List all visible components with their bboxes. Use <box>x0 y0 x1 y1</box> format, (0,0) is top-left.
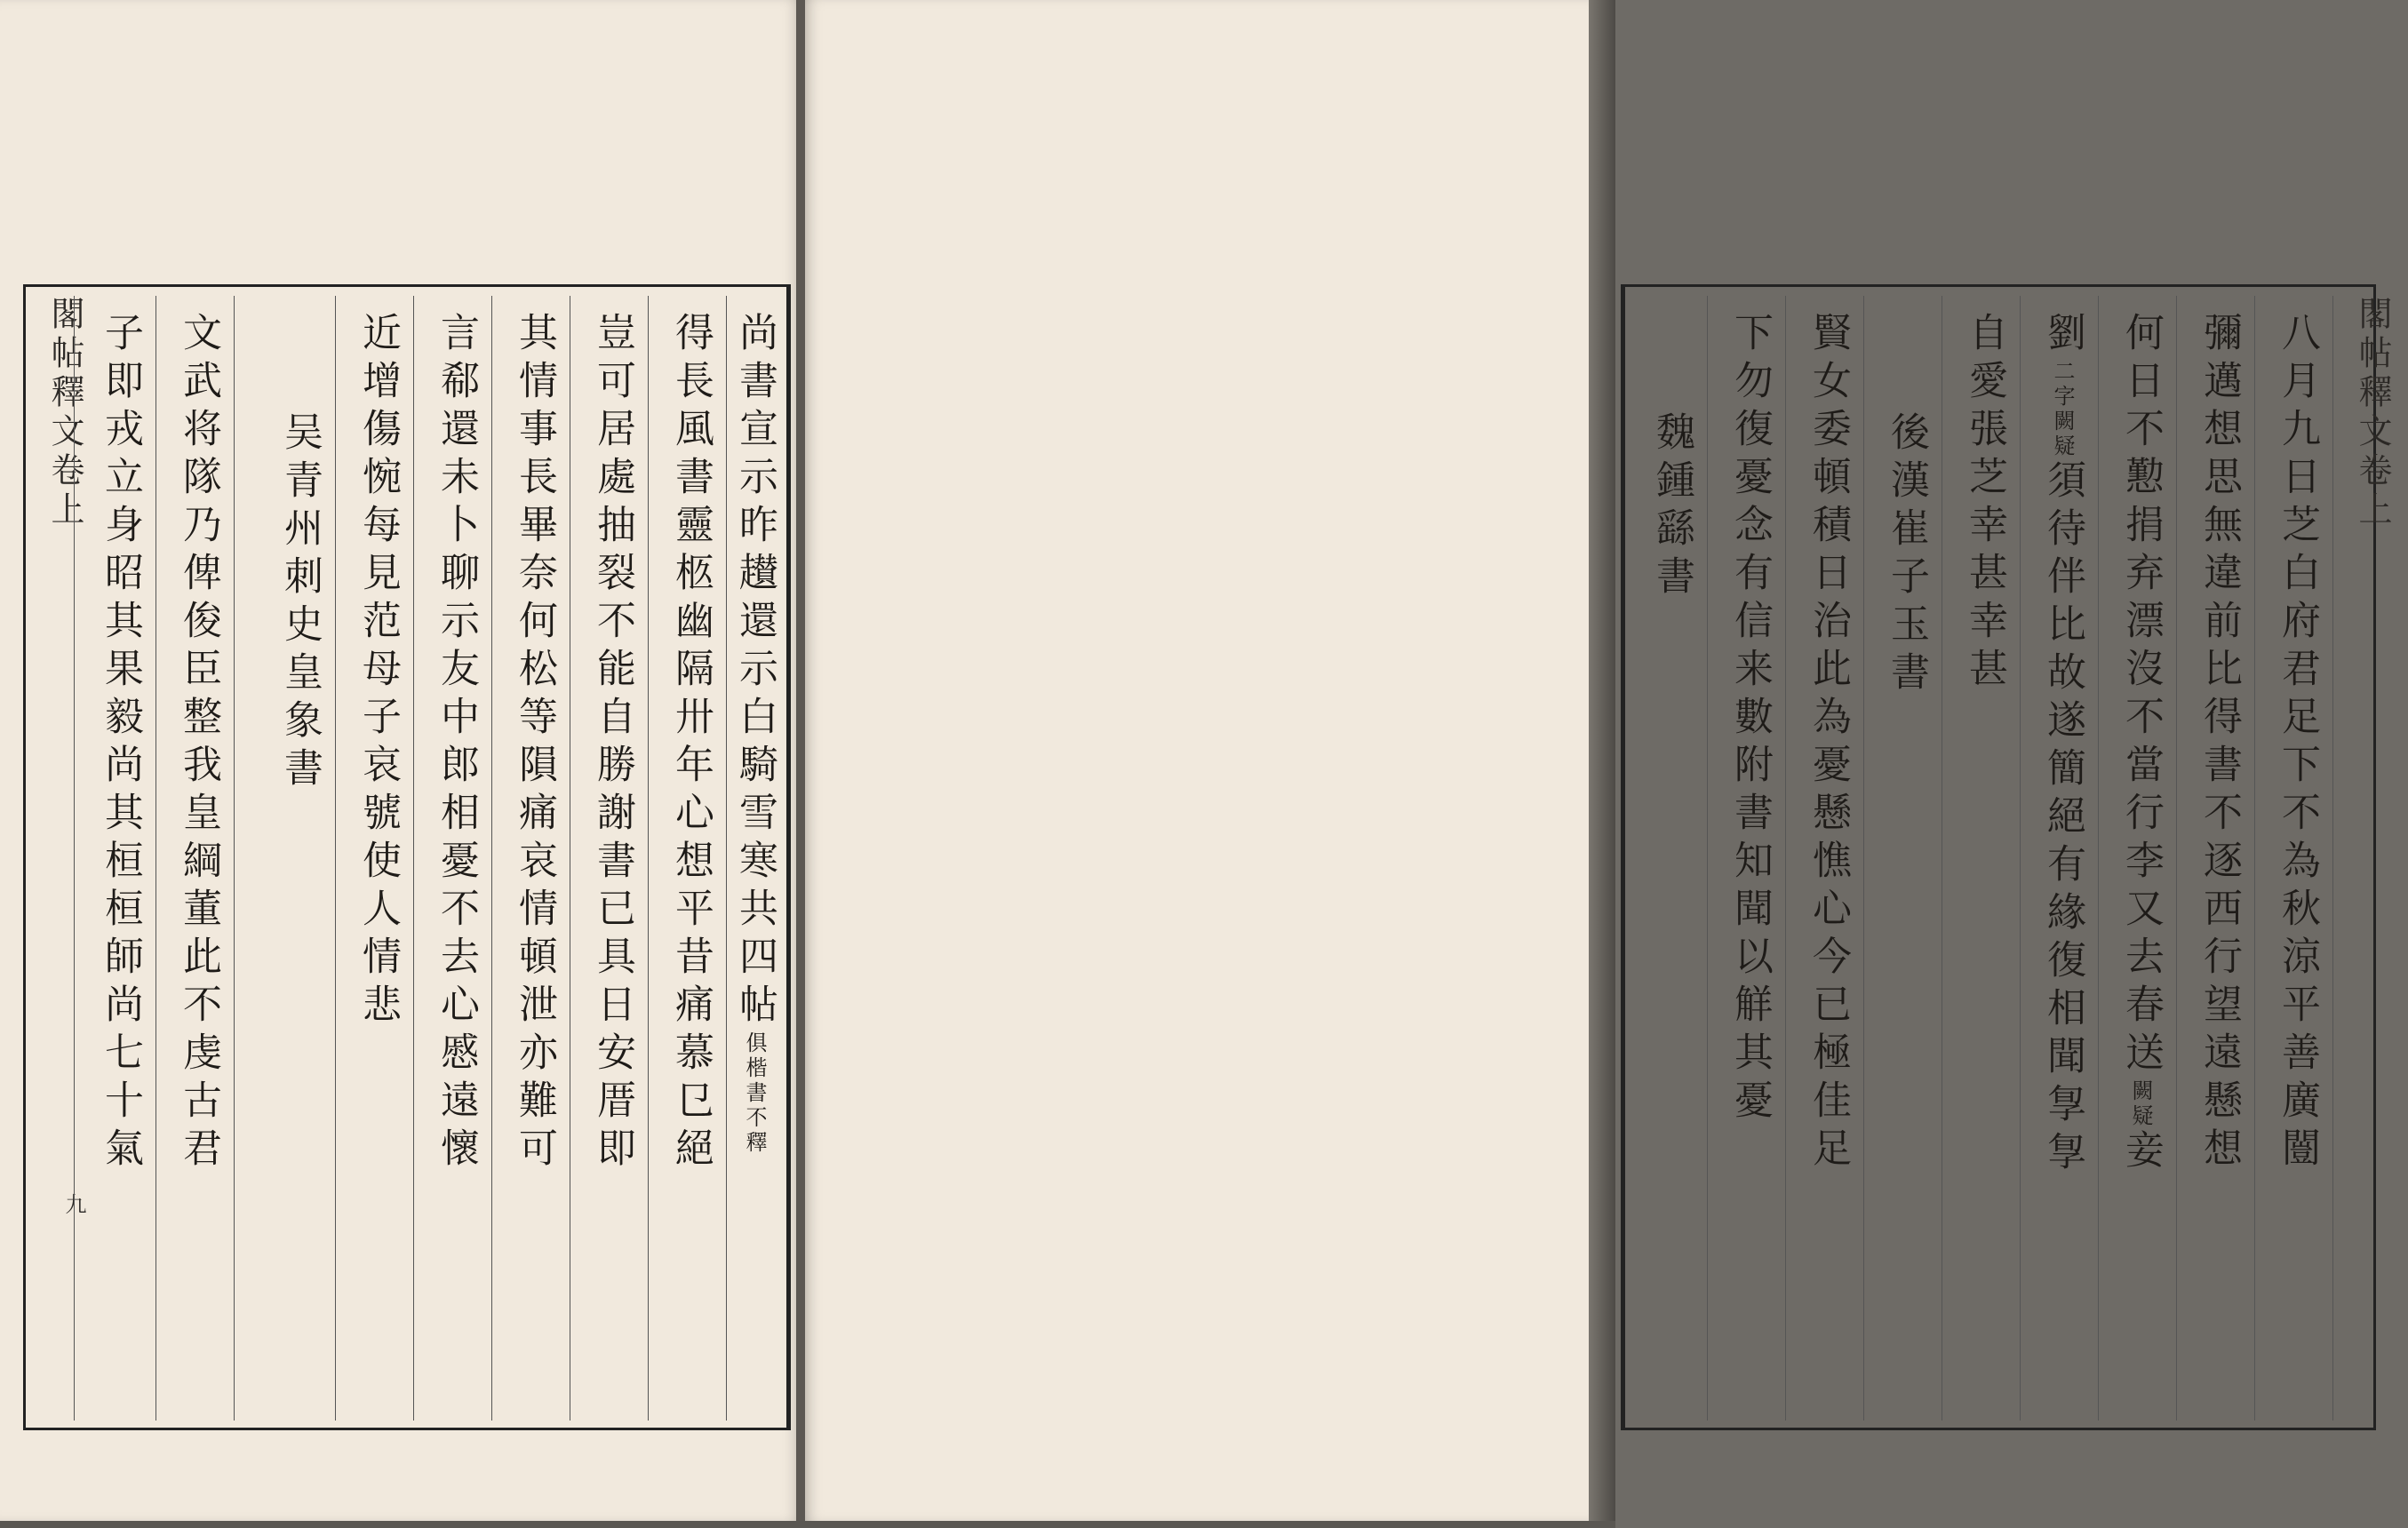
right-margin-title: 閣帖釋文卷上 <box>2353 296 2392 530</box>
left-column-1 <box>726 296 790 1421</box>
left-column-8 <box>155 296 234 1421</box>
column-text: 自愛張芝幸甚幸甚 <box>1962 312 2007 696</box>
left-column-4 <box>491 296 570 1421</box>
column-text: 近增傷惋每見范母子哀號使人情悲 <box>355 312 401 1031</box>
column-text: 吴青州刺史皇象書 <box>277 411 323 795</box>
column-annotation: 二字闕疑 <box>2050 360 2075 459</box>
left-column-2 <box>648 296 726 1421</box>
right-column-9 <box>1625 296 1707 1421</box>
column-text: 八月九日芝白府君足下不為秋涼平善廣闓 <box>2275 312 2320 1175</box>
left-column-7 <box>234 296 335 1421</box>
left-margin-column <box>26 296 86 1421</box>
column-text: 彌邁想思無違前比得書不逐西行望遠懸想 <box>2197 312 2242 1175</box>
left-page <box>0 0 800 1521</box>
left-folio-number: 九 <box>61 1193 86 1223</box>
right-column-1 <box>2254 296 2332 1421</box>
column-text: 得長風書靈柩幽隔卅年心想平昔痛慕㔾絕 <box>668 312 714 1175</box>
right-column-6 <box>1863 296 1942 1421</box>
right-column-5 <box>1942 296 2020 1421</box>
left-column-3 <box>570 296 648 1421</box>
column-annotation: 闕疑 <box>2128 1079 2153 1129</box>
left-text-frame <box>23 284 791 1430</box>
left-column-5 <box>413 296 491 1421</box>
column-text: 子即戎立身昭其果毅尚其桓桓師尚七十氣 <box>98 312 143 1175</box>
right-column-8 <box>1707 296 1785 1421</box>
right-margin-column <box>2332 296 2392 1421</box>
column-text: 言郗還未卜聊示友中郎相憂不去心慼遠懷 <box>434 312 479 1175</box>
left-margin-title: 閣帖釋文卷上 <box>45 296 84 530</box>
column-text: 下勿復憂念有信来數附書知聞以觧其憂 <box>1727 312 1773 1127</box>
column-text: 文武将隊乃俾俊臣整我皇綱董此不虔古君 <box>176 312 221 1175</box>
column-annotation: 俱楷書不釋 <box>742 1031 767 1156</box>
column-text-tail: 須待伴比故遂簡絕有緣復相聞㝁㝁 <box>2040 459 2085 1179</box>
left-column-6 <box>335 296 413 1421</box>
right-column-7 <box>1785 296 1863 1421</box>
column-text: 尚書宣示昨䟎還示白騎雪寒共四帖 <box>732 312 777 1031</box>
column-text: 後漢崔子玉書 <box>1884 411 1929 699</box>
column-text: 何日不懃捐弃漂沒不當行李又去春送 <box>2118 312 2164 1079</box>
page-bottom-shadow <box>0 1521 1615 1528</box>
left-column-9 <box>74 296 155 1421</box>
column-text-tail: 妾 <box>2118 1129 2164 1177</box>
column-text: 其情事長畢奈何松等隕痛哀情頓泄亦難可 <box>512 312 557 1175</box>
right-column-4 <box>2020 296 2098 1421</box>
column-text: 豈可居處抽裂不能自勝謝書已具日安厝即 <box>590 312 635 1175</box>
right-column-2 <box>2176 296 2254 1421</box>
right-text-frame <box>1621 284 2392 1430</box>
right-column-3 <box>2098 296 2176 1421</box>
column-text: 賢女委頓積日治此為憂懸憔心今已極佳足 <box>1806 312 1851 1175</box>
column-text: 劉 <box>2040 312 2085 360</box>
right-page <box>805 0 2392 1521</box>
book-fore-edge <box>1589 0 1615 1528</box>
column-text: 魏鍾繇書 <box>1649 411 1694 603</box>
